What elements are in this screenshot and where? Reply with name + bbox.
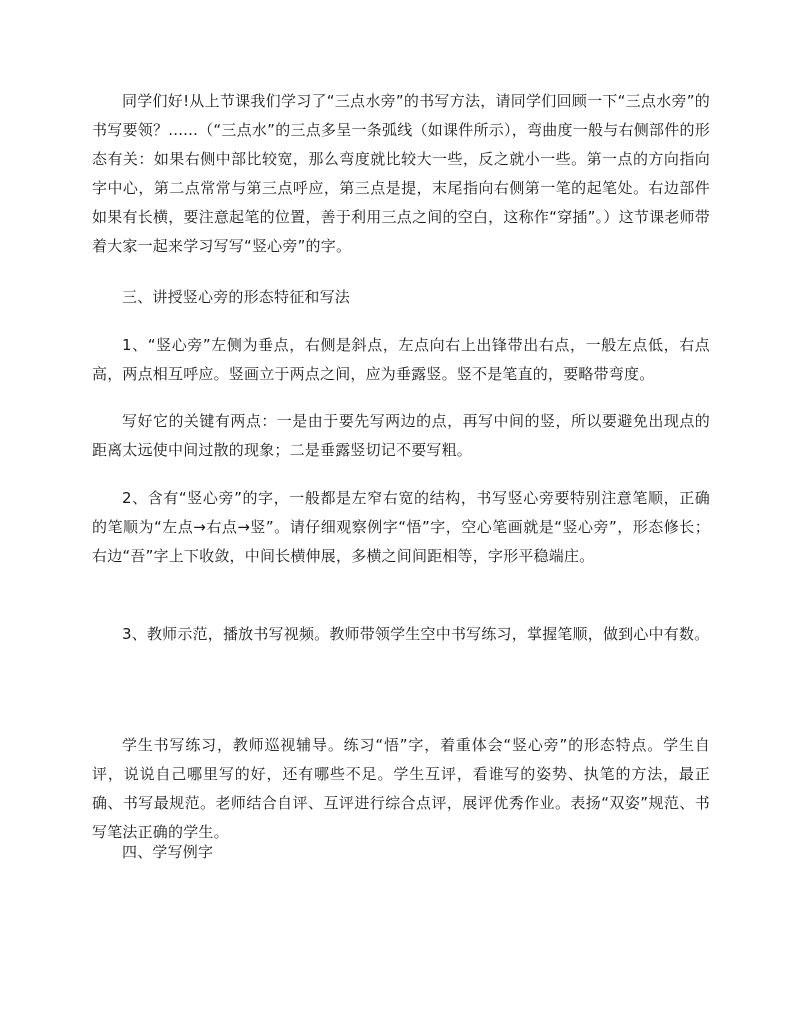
point-2-paragraph: 2、含有“竖心旁”的字，一般都是左窄右宽的结构，书写竖心旁要特别注意笔顺，正确的笔顺为“左点→右点→竖”。请仔细观察例字“悟”字，空心笔画就是“竖心旁”，形态修长；右边“吾”字上下收敛，中间长横伸展，多横之间间距相等，字形平稳端庄。: [92, 489, 710, 565]
key-points-paragraph: 写好它的关键有两点：一是由于要先写两边的点，再写中间的竖，所以要避免出现点的距离太远使中间过散的现象；二是垂露竖切记不要写粗。: [92, 412, 710, 459]
section-heading-3: 三、讲授竖心旁的形态特征和写法: [122, 288, 351, 306]
intro-paragraph: 同学们好!从上节课我们学习了“三点水旁”的书写方法，请同学们回顾一下“三点水旁”的书写要领？......（“三点水”的三点多呈一条弧线（如课件所示），弯曲度一般与右侧部件的形态有关：如果右侧中部比较宽，那么弯度就比较大一些，反之就小一些。第一点的方向指向字中心，第二点常常与第三点呼应，第三点是提，末尾指向右侧第一笔的起笔处。右边部件如果有长横，要注意起笔的位置，善于利用三点之间的空白，这称作“穿插”。）这节课老师带着大家一起来学习写写“竖心旁”的字。: [92, 92, 710, 255]
point-3-paragraph: 3、教师示范，播放书写视频。教师带领学生空中书写练习，掌握笔顺，做到心中有数。: [122, 625, 710, 643]
section-heading-4: 四、学写例字: [122, 843, 214, 861]
point-1-paragraph: 1、“竖心旁”左侧为垂点，右侧是斜点，左点向右上出锋带出右点，一般左点低，右点高，两点相互呼应。竖画立于两点之间，应为垂露竖。竖不是笔直的，要略带弯度。: [92, 336, 710, 383]
practice-paragraph: 学生书写练习，教师巡视辅导。练习“悟”字，着重体会“竖心旁”的形态特点。学生自评，说说自己哪里写的好，还有哪些不足。学生互评，看谁写的姿势、执笔的方法，最正确、书写最规范。老师结合自评、互评进行综合点评，展评优秀作业。表扬“双姿”规范、书写笔法正确的学生。: [92, 736, 710, 841]
